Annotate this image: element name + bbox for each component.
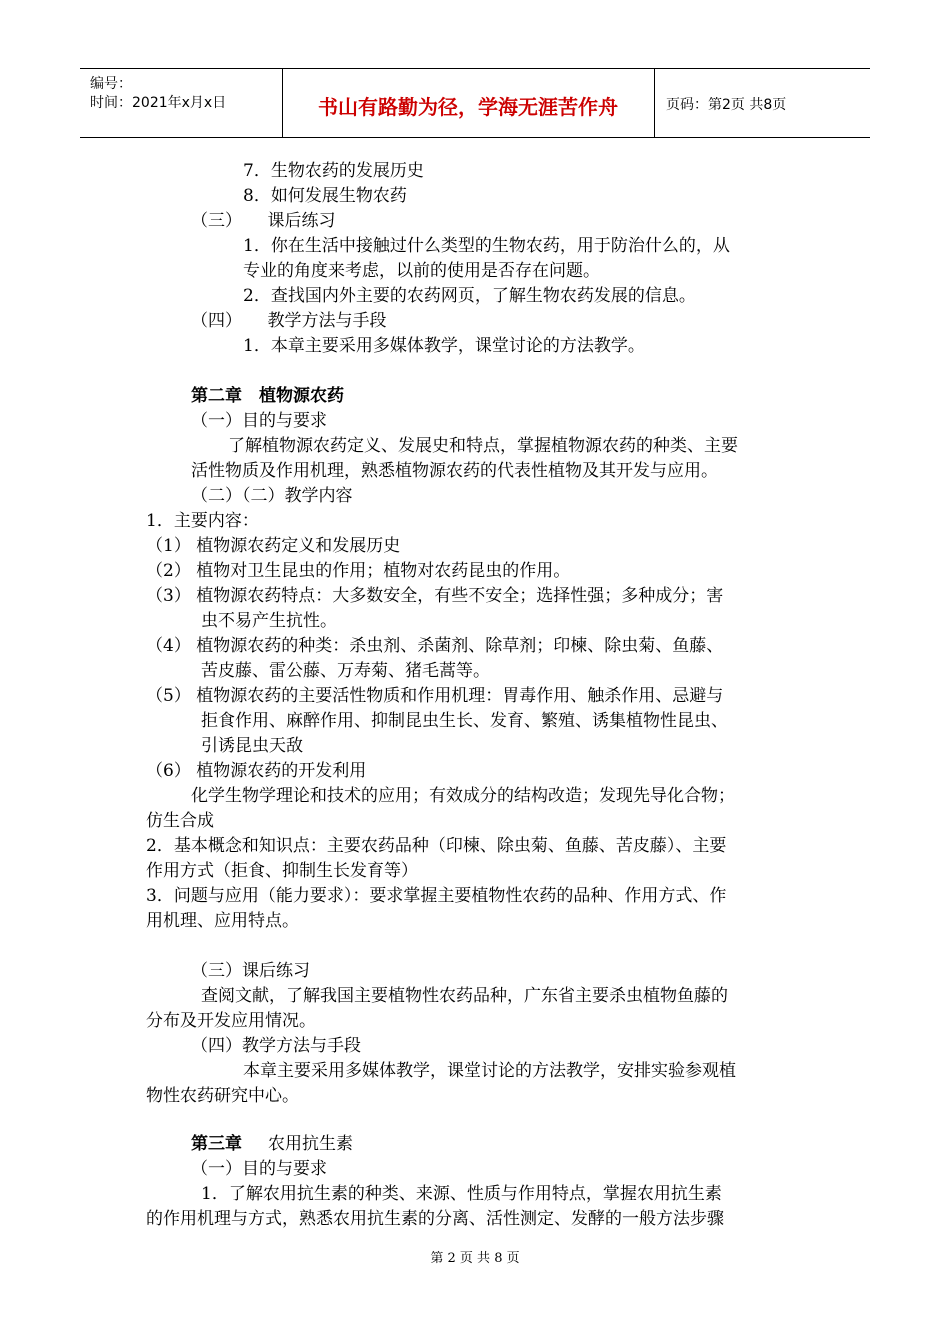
- list-item: （5） 植物源农药的主要活性物质和作用机理：胃毒作用、触杀作用、忌避与: [146, 686, 724, 706]
- date-label: 时间：2021年x月x日: [90, 95, 227, 111]
- page-info: 页码：第2页 共8页: [666, 97, 787, 113]
- body-line: 苦皮藤、雷公藤、万寿菊、猪毛蒿等。: [201, 661, 490, 681]
- chapter-heading: 第二章 植物源农药: [191, 386, 344, 406]
- body-line: 2．基本概念和知识点：主要农药品种（印楝、除虫菊、鱼藤、苦皮藤）、主要: [146, 836, 727, 856]
- page-footer: 第 2 页 共 8 页: [430, 1251, 520, 1266]
- motto: 书山有路勤为径，学海无涯苦作舟: [318, 95, 618, 119]
- body-line: 仿生合成: [146, 811, 214, 831]
- body-line: 专业的角度来考虑，以前的使用是否存在问题。: [243, 261, 600, 281]
- section-heading: （一）目的与要求: [191, 411, 327, 431]
- chapter-heading: 第三章: [191, 1134, 242, 1154]
- list-item: （2） 植物对卫生昆虫的作用；植物对农药昆虫的作用。: [146, 561, 571, 581]
- section-heading: （四） 教学方法与手段: [191, 311, 387, 331]
- body-line: 拒食作用、麻醉作用、抑制昆虫生长、发育、繁殖、诱集植物性昆虫、: [201, 711, 728, 731]
- section-heading: （三） 课后练习: [191, 211, 336, 231]
- section-heading: （三）课后练习: [191, 961, 310, 981]
- section-heading: （二）（二）教学内容: [191, 486, 353, 506]
- section-heading: （四）教学方法与手段: [191, 1036, 361, 1056]
- body-line: 了解植物源农药定义、发展史和特点，掌握植物源农药的种类、主要: [228, 436, 738, 456]
- body-line: 1．主要内容：: [146, 511, 259, 531]
- header-motto-cell: [282, 69, 655, 137]
- body-line: 活性物质及作用机理，熟悉植物源农药的代表性植物及其开发与应用。: [191, 461, 718, 481]
- body-line: 引诱昆虫天敌: [201, 736, 303, 756]
- body-line: 化学生物学理论和技术的应用；有效成分的结构改造；发现先导化合物；: [191, 786, 735, 806]
- body-line: 虫不易产生抗性。: [201, 611, 337, 631]
- body-line: 用机理、应用特点。: [146, 911, 299, 931]
- chapter-title: 农用抗生素: [268, 1134, 353, 1154]
- body-line: 查阅文献，了解我国主要植物性农药品种，广东省主要杀虫植物鱼藤的: [201, 986, 728, 1006]
- body-line: 1．了解农用抗生素的种类、来源、性质与作用特点，掌握农用抗生素: [201, 1184, 722, 1204]
- body-line: 7．生物农药的发展历史: [243, 161, 424, 181]
- serial-label: 编号：: [90, 76, 132, 92]
- body-line: 2．查找国内外主要的农药网页，了解生物农药发展的信息。: [243, 286, 696, 306]
- body-line: 的作用机理与方式，熟悉农用抗生素的分离、活性测定、发酵的一般方法步骤: [146, 1209, 724, 1229]
- body-line: 1．你在生活中接触过什么类型的生物农药，用于防治什么的，从: [243, 236, 730, 256]
- list-item: （4） 植物源农药的种类：杀虫剂、杀菌剂、除草剂；印楝、除虫菊、鱼藤、: [146, 636, 724, 656]
- section-heading: （一）目的与要求: [191, 1159, 327, 1179]
- body-line: 3．问题与应用（能力要求）：要求掌握主要植物性农药的品种、作用方式、作: [146, 886, 727, 906]
- list-item: （3） 植物源农药特点：大多数安全，有些不安全；选择性强；多种成分；害: [146, 586, 724, 606]
- body-line: 物性农药研究中心。: [146, 1086, 299, 1106]
- header-right-cell: [654, 69, 870, 137]
- page-header: [80, 68, 870, 138]
- body-line: 本章主要采用多媒体教学，课堂讨论的方法教学，安排实验参观植: [243, 1061, 736, 1081]
- list-item: （1） 植物源农药定义和发展历史: [146, 536, 401, 556]
- body-line: 分布及开发应用情况。: [146, 1011, 316, 1031]
- header-left-cell: [80, 69, 283, 137]
- body-line: 8．如何发展生物农药: [243, 186, 407, 206]
- body-line: 1．本章主要采用多媒体教学，课堂讨论的方法教学。: [243, 336, 645, 356]
- list-item: （6） 植物源农药的开发利用: [146, 761, 367, 781]
- body-line: 作用方式（拒食、抑制生长发育等）: [146, 861, 418, 881]
